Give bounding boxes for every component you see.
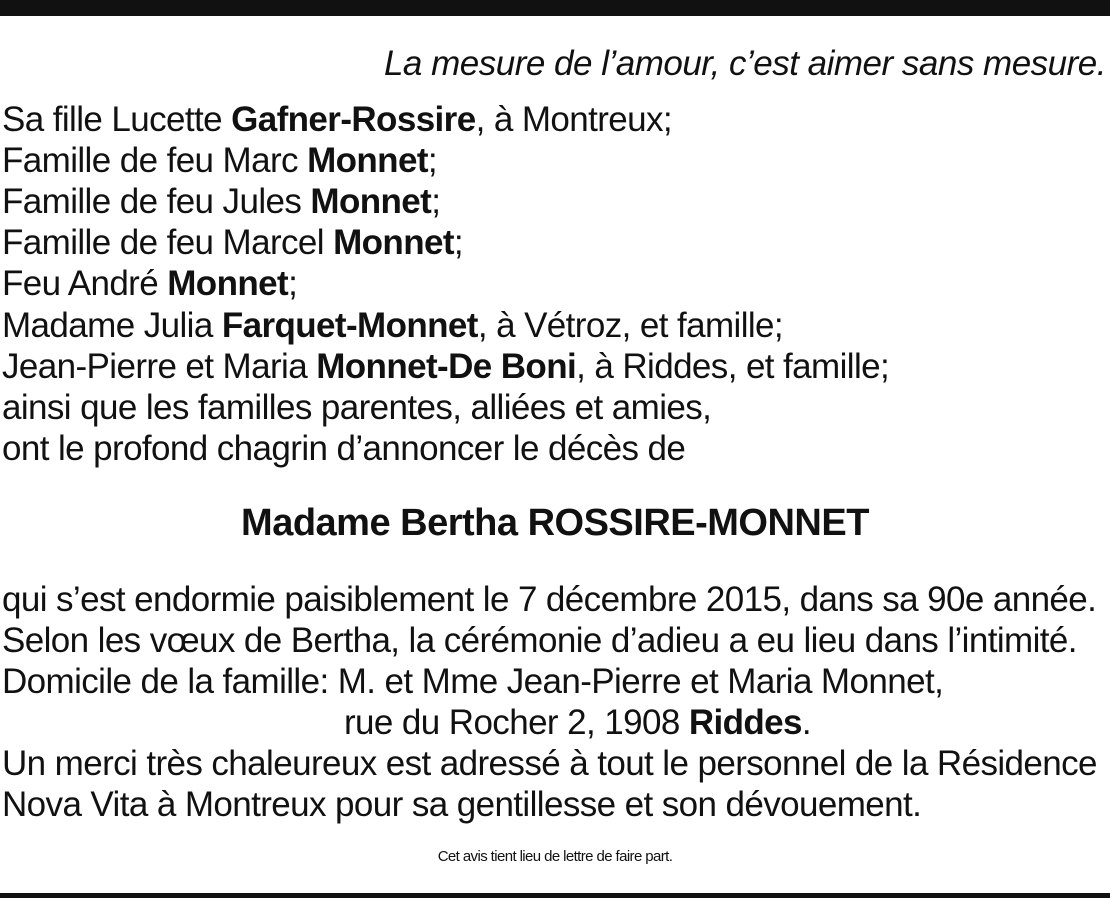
mourner-name: Monnet (310, 182, 432, 221)
mourner-name: Monnet-De Boni (316, 347, 577, 386)
mourner-text: ; (453, 223, 464, 262)
mourner-text: Jean-Pierre et Maria (2, 347, 317, 386)
mourner-line (2, 100, 672, 140)
deceased-name: Madame Bertha ROSSIRE-MONNET (241, 502, 869, 544)
mourner-text: Famille de feu Marc (2, 141, 308, 180)
address-text: rue du Rocher 2, 1908 (344, 703, 689, 742)
address-town: Riddes (688, 703, 802, 742)
motto: La mesure de l’amour, c’est aimer sans mesure. (383, 44, 1106, 83)
mourner-text: Famille de feu Jules (2, 182, 311, 221)
top-rule (0, 0, 1110, 16)
address-text: . (801, 703, 812, 742)
passed-line: qui s’est endormie paisiblement le 7 décembre 2015, dans sa 90e année. (2, 580, 1097, 619)
ceremony-line: Selon les vœux de Bertha, la cérémonie d’adieu a eu lieu dans l’intimité. (2, 621, 1077, 660)
mourner-text: Feu André (2, 264, 168, 303)
mourner-text: , à Riddes, et famille; (576, 347, 890, 386)
mourner-text: , à Montreux; (475, 100, 673, 139)
closing-line: Cet avis tient lieu de lettre de faire part. (437, 848, 673, 865)
mourner-name: Monnet (333, 223, 454, 262)
announce-line: ont le profond chagrin d’annoncer le décès de (2, 429, 686, 468)
domicile-line: Domicile de la famille: M. et Mme Jean-Pierre et Maria Monnet, (2, 662, 944, 701)
mourner-line (2, 223, 463, 263)
mourner-line (2, 141, 437, 181)
mourner-name: Gafner-Rossire (231, 100, 476, 139)
mourner-text: , à Vétroz, et famille; (477, 306, 784, 345)
mourner-text: Famille de feu Marcel (2, 223, 334, 262)
mourner-line (2, 347, 889, 387)
mourner-text: ; (431, 182, 441, 221)
thanks-line: Nova Vita à Montreux pour sa gentillesse et son dévouement. (2, 785, 922, 824)
mourner-line (2, 182, 440, 222)
mourner-text: ; (288, 264, 298, 303)
mourner-name: Farquet-Monnet (221, 306, 478, 345)
relatives-line: ainsi que les familles parentes, alliées et amies, (2, 388, 712, 427)
mourner-text: Madame Julia (2, 306, 222, 345)
mourner-name: Monnet (167, 264, 289, 303)
mourner-line (2, 264, 297, 304)
mourner-line (2, 306, 783, 346)
address-line (344, 703, 811, 743)
mourner-text: ; (427, 141, 438, 180)
bottom-rule (0, 893, 1110, 898)
mourner-text: Sa fille Lucette (2, 100, 232, 139)
thanks-line: Un merci très chaleureux est adressé à tout le personnel de la Résidence (2, 744, 1097, 783)
mourner-name: Monnet (307, 141, 428, 180)
